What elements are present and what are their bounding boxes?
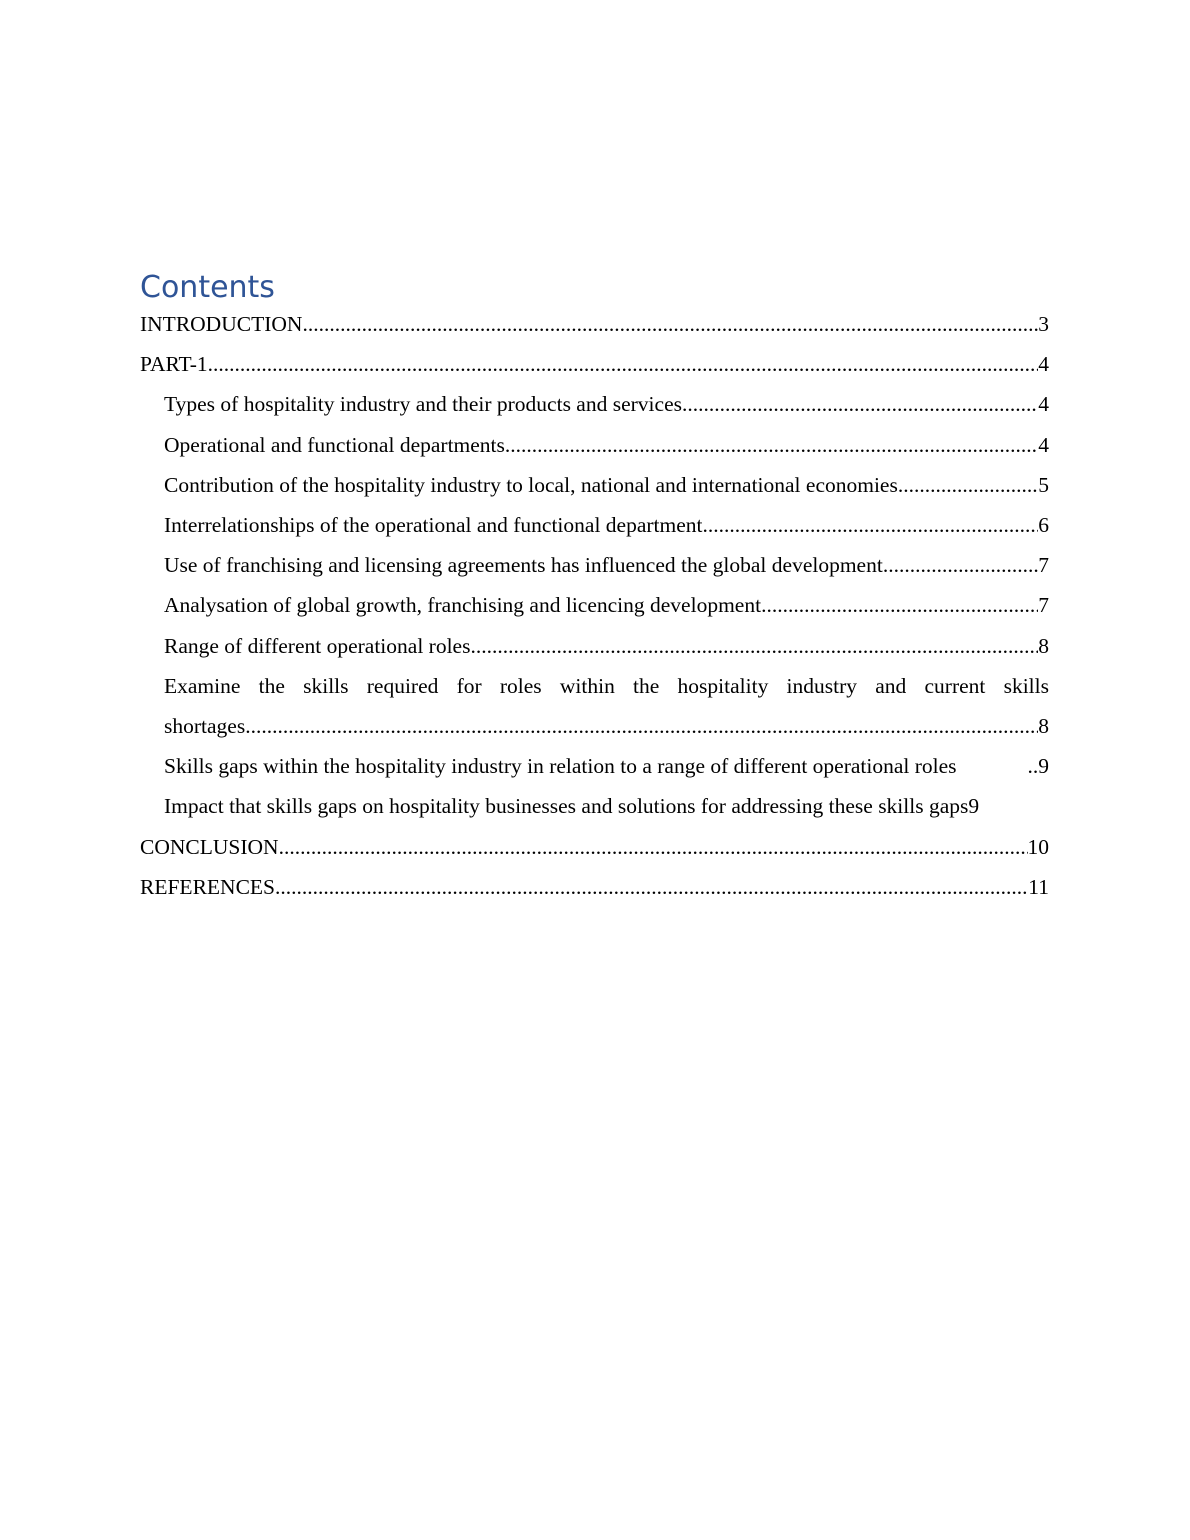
toc-page-number: 11 bbox=[1028, 874, 1049, 899]
toc-entry-conclusion[interactable] bbox=[140, 827, 1049, 867]
toc-entry-operational-departments[interactable] bbox=[164, 425, 1049, 465]
toc-entry-label: Skills gaps within the hospitality industry in relation to a range of different operational roles bbox=[164, 754, 957, 779]
toc-page-number: 9 bbox=[968, 794, 980, 819]
toc-page-number: 5 bbox=[1038, 472, 1049, 497]
toc-entry-label: Impact that skills gaps on hospitality businesses and solutions for addressing these skills gaps bbox=[164, 794, 969, 819]
toc-entry-label: Use of franchising and licensing agreements has influenced the global development bbox=[164, 553, 883, 578]
toc-page-number: 8 bbox=[1038, 633, 1049, 658]
toc-page-number: 7 bbox=[1038, 553, 1049, 578]
toc-entry-label: INTRODUCTION bbox=[140, 312, 303, 336]
table-of-contents bbox=[140, 304, 1049, 907]
toc-page-number: 4 bbox=[1038, 432, 1049, 457]
toc-page-number: 10 bbox=[1027, 834, 1049, 859]
toc-entry-label: Contribution of the hospitality industry to local, national and international economies bbox=[164, 472, 898, 497]
toc-entry-second-line bbox=[164, 706, 1049, 746]
toc-entry-references[interactable] bbox=[140, 867, 1049, 907]
toc-page-number: 9 bbox=[1038, 754, 1049, 779]
dot-leader bbox=[208, 344, 1039, 384]
toc-entry-label-line-1: Examine the skills required for roles within the hospitality industry and current skills bbox=[164, 673, 1049, 698]
toc-entry-label: CONCLUSION bbox=[140, 834, 279, 859]
toc-entry-label: Interrelationships of the operational and functional department bbox=[164, 513, 703, 538]
dot-leader bbox=[898, 465, 1038, 505]
dot-leader bbox=[1028, 746, 1039, 786]
toc-page-number: 8 bbox=[1038, 714, 1049, 739]
dot-leader bbox=[279, 827, 1028, 867]
toc-entry-contribution-economies[interactable] bbox=[164, 465, 1049, 505]
toc-page-number: 7 bbox=[1038, 593, 1049, 618]
dot-leader bbox=[505, 425, 1038, 465]
toc-entry-label: Range of different operational roles bbox=[164, 633, 471, 658]
dot-leader bbox=[703, 505, 1039, 545]
toc-title: Contents bbox=[140, 270, 275, 305]
toc-entry-label-line-2: shortages bbox=[164, 714, 246, 739]
dot-leader bbox=[275, 867, 1028, 907]
toc-page-number: 4 bbox=[1038, 392, 1049, 417]
toc-entry-franchising-licensing[interactable] bbox=[164, 545, 1049, 585]
toc-entry-operational-roles[interactable] bbox=[164, 626, 1049, 666]
toc-entry-label: REFERENCES bbox=[140, 874, 275, 899]
dot-leader bbox=[761, 585, 1038, 625]
toc-entry-part-1[interactable] bbox=[140, 344, 1049, 384]
toc-entry-interrelationships[interactable] bbox=[164, 505, 1049, 545]
dot-leader bbox=[245, 706, 1038, 746]
toc-entry-label: Operational and functional departments bbox=[164, 432, 505, 457]
toc-entry-introduction[interactable] bbox=[140, 304, 1049, 344]
toc-entry-skills-required[interactable] bbox=[164, 666, 1049, 746]
toc-entry-label: PART-1 bbox=[140, 352, 208, 377]
toc-page-number: 4 bbox=[1038, 352, 1049, 377]
toc-page-number: 3 bbox=[1038, 312, 1049, 336]
toc-entry-label: Analysation of global growth, franchising and licencing development bbox=[164, 593, 762, 618]
dot-leader bbox=[470, 626, 1038, 666]
dot-leader bbox=[883, 545, 1038, 585]
toc-entry-types-of-hospitality[interactable] bbox=[164, 384, 1049, 424]
toc-page-number: 6 bbox=[1038, 513, 1049, 538]
toc-entry-skills-gaps[interactable] bbox=[164, 746, 1049, 786]
toc-entry-impact-skills-gaps[interactable] bbox=[164, 786, 1049, 826]
toc-entry-global-growth[interactable] bbox=[164, 585, 1049, 625]
toc-entry-label: Types of hospitality industry and their products and services bbox=[164, 392, 682, 417]
dot-leader bbox=[302, 304, 1038, 344]
dot-leader bbox=[682, 384, 1038, 424]
